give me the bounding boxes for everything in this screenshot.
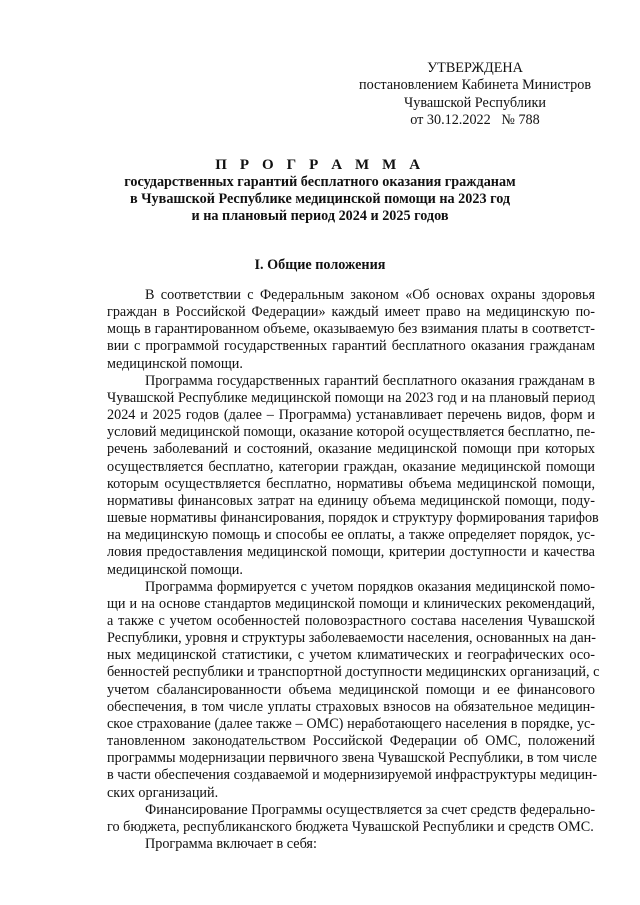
paragraph-line: которым осуществляется бесплатно, нормативы объема медицинской помощи, (107, 475, 595, 492)
title-line: государственных гарантий бесплатного оказания гражданам (124, 174, 516, 190)
paragraph-line: Программа формируется с учетом порядков оказания медицинской помо- (145, 578, 595, 595)
paragraph-line: В соответствии с Федеральным законом «Об основах охраны здоровья (145, 287, 595, 303)
program-heading: П Р О Г Р А М М А (215, 157, 425, 173)
paragraph-line: ских организаций. (107, 784, 219, 801)
paragraph-line: программы модернизации первичного звена Чувашской Республики, в том числе (107, 750, 597, 767)
title-line: в Чувашской Республике медицинской помощи на 2023 год (129, 191, 511, 208)
title-line: и на плановый период 2024 и 2025 годов (191, 208, 449, 225)
paragraph-line: Финансирование Программы осуществляется за счет средств федерально- (145, 801, 596, 818)
paragraph-line: а также с учетом особенностей половозрастного состава населения Чувашской (107, 612, 595, 629)
paragraph-line: обеспечения, в том числе уплаты страховых взносов на обязательное медицин- (107, 698, 595, 715)
paragraph-line: мощь в гарантированном объеме, оказываемую без взимания платы в соответст- (107, 321, 595, 338)
paragraph-line: тановленном законодательством Российской Федерации об ОМС, положений (107, 733, 595, 750)
document-title (110, 156, 530, 226)
approval-line: Чувашской Республики (404, 94, 546, 111)
approval-line: УТВЕРЖДЕНА (427, 60, 523, 76)
paragraph-line: 2024 и 2025 годов (далее – Программа) устанавливает перечень видов, форм и (107, 407, 595, 424)
paragraph-line: щи и на основе стандартов медицинской помощи и клинических рекомендаций, (107, 595, 595, 612)
section-heading: I. Общие положения (254, 257, 386, 273)
paragraph-line: граждан в Российской Федерации» каждый имеет право на медицинскую по- (107, 304, 595, 321)
paragraph-line: го бюджета, республиканского бюджета Чувашской Республики и средств ОМС. (107, 818, 594, 835)
paragraph (107, 802, 595, 836)
paragraph-line: шевые нормативы финансирования, порядок и структуру формирования тарифов (107, 510, 599, 527)
paragraph-line: ловия предоставления медицинской помощи, критерии доступности и качества (107, 544, 595, 561)
paragraph-line: учетом сбалансированности объема медицинской помощи и ее финансового (107, 681, 595, 698)
paragraph-line: в части обеспечения создаваемой и модернизируемой инфраструктуры медицин- (107, 767, 598, 784)
paragraph-line: речень заболеваний и состояний, оказание медицинской помощи при которых (107, 441, 595, 458)
paragraph-line: Программа включает в себя: (145, 836, 317, 852)
paragraph-line: на медицинскую помощь и способы ее оплаты, а также определяет порядок, ус- (107, 527, 595, 544)
paragraph-line: осуществляется бесплатно, категории граждан, оказание медицинской помощи (107, 458, 595, 475)
paragraph (107, 836, 595, 853)
approval-line: постановлением Кабинета Министров (358, 77, 592, 94)
paragraph (107, 372, 599, 579)
approval-stamp (340, 60, 610, 129)
paragraph (107, 287, 595, 373)
paragraph-line: Чувашской Республике медицинской помощи на 2023 год и на плановый период (107, 389, 595, 406)
paragraph-line: бенностей республики и транспортной доступности медицинских организаций, с (107, 664, 600, 681)
paragraph-line: медицинской помощи. (107, 561, 243, 578)
approval-line: от 30.12.2022 № 788 (410, 111, 540, 128)
paragraph-line: вии с программой государственных гарантий бесплатного оказания гражданам (107, 338, 595, 355)
document-body (107, 287, 600, 853)
paragraph-line: ское страхование (далее также – ОМС) неработающего населения в порядке, ус- (107, 715, 595, 732)
paragraph-line: Республики, уровня и структуры заболеваемости населения, основанных на дан- (107, 630, 596, 647)
paragraph-line: Программа государственных гарантий бесплатного оказания гражданам в (145, 372, 595, 389)
paragraph (107, 578, 600, 802)
paragraph-line: нормативы финансовых затрат на единицу объема медицинской помощи, поду- (107, 492, 595, 509)
paragraph-line: ных медицинской статистики, с учетом климатических и географических осо- (107, 647, 595, 664)
paragraph-line: медицинской помощи. (107, 355, 243, 372)
paragraph-line: условий медицинской помощи, оказание которой осуществляется бесплатно, пе- (107, 424, 596, 441)
